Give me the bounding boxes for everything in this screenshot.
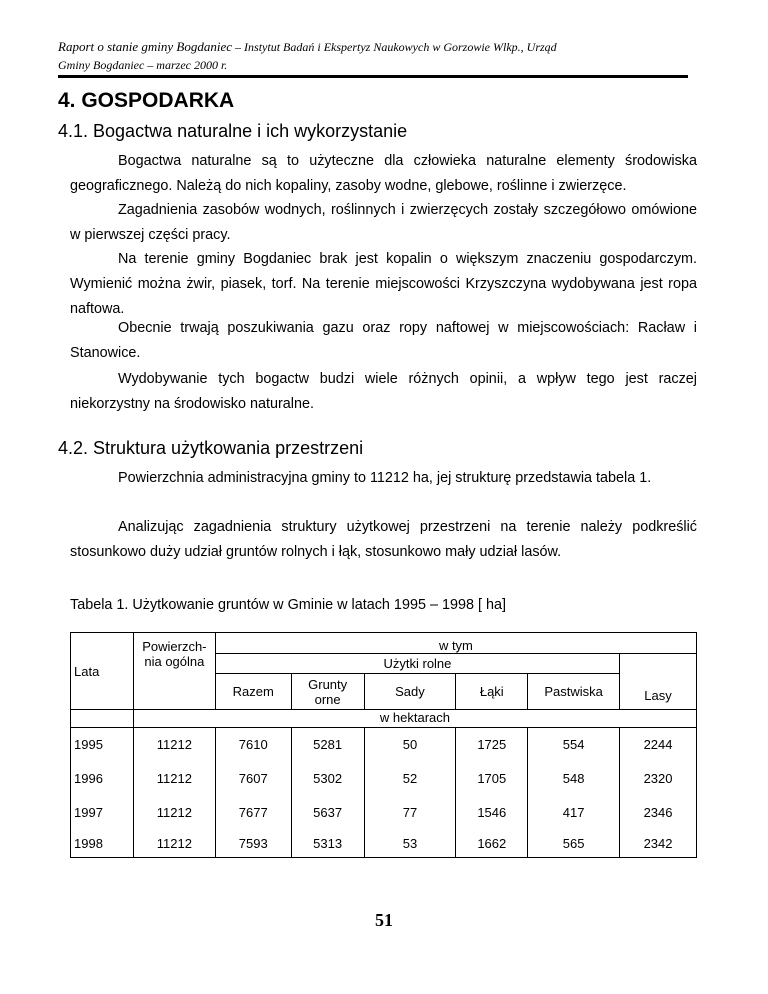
land-use-table	[70, 632, 697, 858]
table-row	[71, 796, 697, 830]
table-cell: 1546	[456, 796, 528, 830]
running-header	[58, 38, 698, 74]
table-cell: 7677	[215, 796, 291, 830]
header-report-title: Raport o stanie gminy Bogdaniec	[58, 39, 233, 54]
table-cell: 7593	[215, 830, 291, 858]
table-header-row	[71, 633, 697, 654]
col-header-powierzchnia-line2: nia ogólna	[144, 654, 205, 669]
table-cell: 77	[364, 796, 456, 830]
paragraph-text: Obecnie trwają poszukiwania gazu oraz ropy naftowej w miejscowościach: Racław i Stanowice.	[70, 320, 697, 361]
table-cell: 1725	[456, 728, 528, 762]
table-cell: 1996	[71, 762, 134, 796]
paragraph	[70, 198, 697, 248]
header-line2: Gminy Bogdaniec – marzec 2000 r.	[58, 58, 228, 72]
table-cell: 7610	[215, 728, 291, 762]
table-caption: Tabela 1. Użytkowanie gruntów w Gminie w latach 1995 – 1998 [ ha]	[70, 597, 506, 613]
col-header-lasy: Lasy	[620, 654, 697, 710]
table-row	[71, 830, 697, 858]
table-cell: 2320	[620, 762, 697, 796]
header-w-hektarach: w hektarach	[133, 710, 696, 728]
paragraph	[70, 466, 697, 491]
table-cell: 5313	[291, 830, 364, 858]
table-cell: 53	[364, 830, 456, 858]
table-cell: 11212	[133, 796, 215, 830]
table-cell: 2346	[620, 796, 697, 830]
header-uzytki-rolne: Użytki rolne	[215, 654, 619, 674]
table-cell: 548	[528, 762, 620, 796]
header-rule	[58, 75, 688, 78]
table-cell: 1662	[456, 830, 528, 858]
table-cell: 1997	[71, 796, 134, 830]
col-header-grunty-line2: orne	[314, 691, 341, 707]
col-header-razem: Razem	[215, 674, 291, 710]
paragraph-text: Powierzchnia administracyjna gminy to 11212 ha, jej strukturę przedstawia tabela 1.	[118, 470, 652, 486]
table-header-row	[71, 710, 697, 728]
table-cell: 417	[528, 796, 620, 830]
table-cell: 11212	[133, 830, 215, 858]
col-header-grunty-line1: Grunty	[308, 676, 348, 692]
col-header-laki: Łąki	[456, 674, 528, 710]
subsection-title-4-2: 4.2. Struktura użytkowania przestrzeni	[58, 438, 364, 458]
page-number: 51	[375, 910, 393, 930]
header-w-tym: w tym	[215, 633, 696, 654]
table-cell: 565	[528, 830, 620, 858]
paragraph	[70, 367, 697, 417]
table-cell: 1705	[456, 762, 528, 796]
paragraph-text: Wydobywanie tych bogactw budzi wiele różnych opinii, a wpływ tego jest raczej niekorzystny na środowisko naturalne.	[70, 371, 697, 412]
header-institute: – Instytut Badań i Ekspertyz Naukowych w Gorzowie Wlkp., Urząd	[232, 40, 557, 54]
table-cell: 50	[364, 728, 456, 762]
table-cell: 1998	[71, 830, 134, 858]
subsection-title-4-1: 4.1. Bogactwa naturalne i ich wykorzystanie	[58, 121, 408, 141]
paragraph-text: Analizując zagadnienia struktury użytkowej przestrzeni na terenie należy podkreślić stosunkowo duży udział gruntów rolnych i łąk, stosunkowo mały udział lasów.	[70, 519, 697, 560]
running-header-line1	[58, 38, 698, 56]
paragraph	[70, 247, 697, 322]
col-header-lata: Lata	[71, 633, 134, 710]
table-cell: 2342	[620, 830, 697, 858]
paragraph-text: Bogactwa naturalne są to użyteczne dla człowieka naturalne elementy środowiska geograficznego. Należą do nich kopaliny, zasoby wodne, glebowe, roślinne i zwierzęce.	[70, 153, 697, 194]
paragraph-text: Na terenie gminy Bogdaniec brak jest kopalin o większym znaczeniu gospodarczym. Wymienić można żwir, piasek, torf. Na terenie miejscowości Krzyszczyna wydobywana jest ropa naftowa.	[70, 251, 697, 317]
section-title: 4. GOSPODARKA	[58, 89, 235, 112]
table-cell: 11212	[133, 762, 215, 796]
table-cell: 5637	[291, 796, 364, 830]
table-cell: 1995	[71, 728, 134, 762]
table-cell: 5302	[291, 762, 364, 796]
col-header-pastwiska: Pastwiska	[528, 674, 620, 710]
col-header-powierzchnia-line1: Powierzch-	[142, 639, 207, 654]
table-cell: 2244	[620, 728, 697, 762]
paragraph-text: Zagadnienia zasobów wodnych, roślinnych i zwierzęcych zostały szczegółowo omówione w pierwszej części pracy.	[70, 202, 697, 243]
col-header-powierzchnia	[133, 633, 215, 710]
col-header-grunty-orne	[291, 674, 364, 710]
lata-cell-continued	[71, 710, 134, 728]
table-row	[71, 762, 697, 796]
table-cell: 52	[364, 762, 456, 796]
paragraph	[70, 316, 697, 366]
table-cell: 11212	[133, 728, 215, 762]
table-cell: 554	[528, 728, 620, 762]
table-row	[71, 728, 697, 762]
table-cell: 7607	[215, 762, 291, 796]
paragraph	[70, 515, 697, 565]
table-cell: 5281	[291, 728, 364, 762]
col-header-sady: Sady	[364, 674, 456, 710]
paragraph	[70, 149, 697, 199]
